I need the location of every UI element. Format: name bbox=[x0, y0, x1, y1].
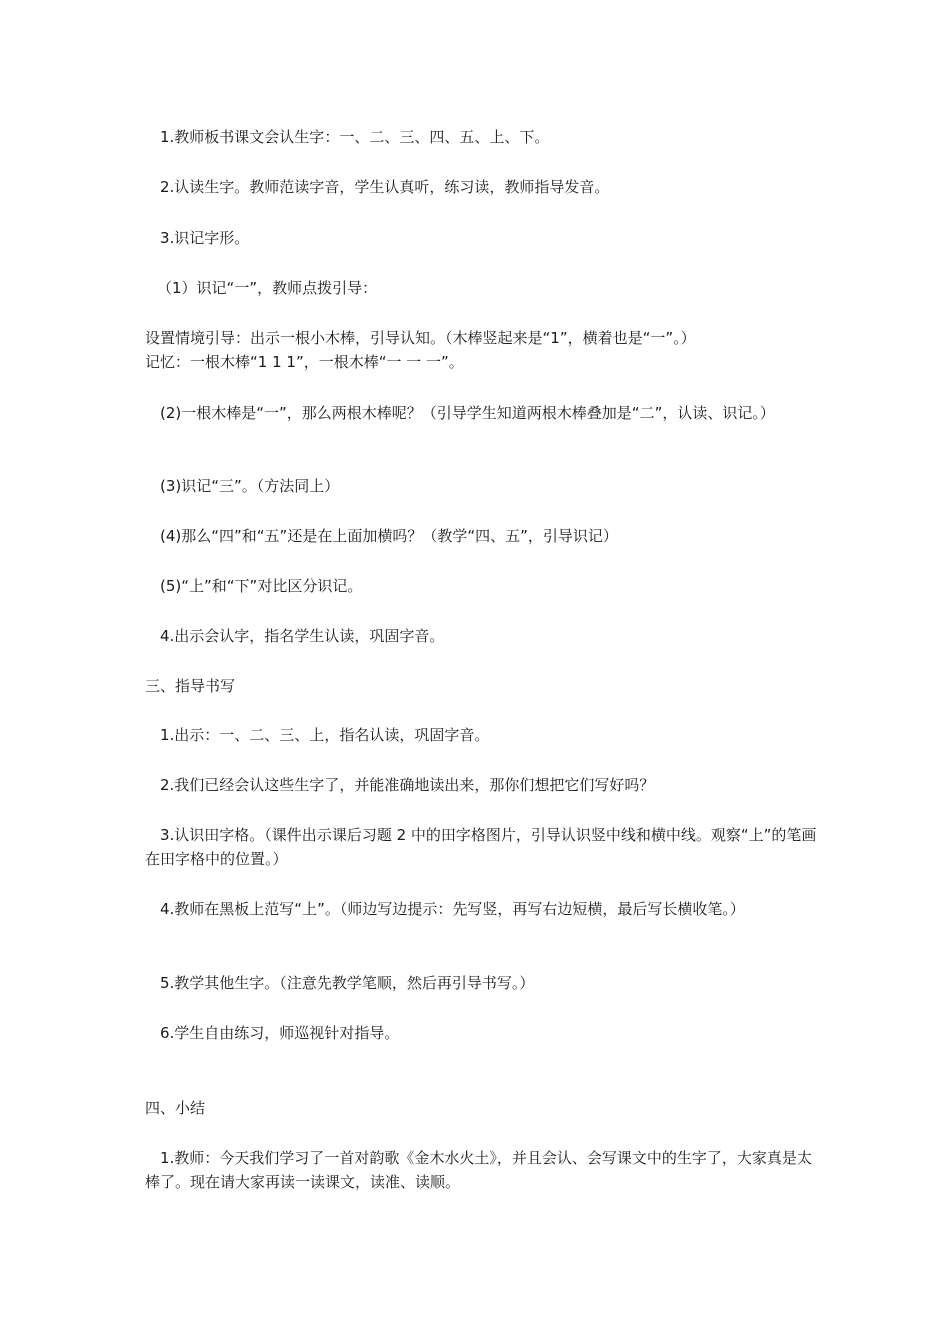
paragraph-11: 4.出示会认字，指名学生认读，巩固字音。 bbox=[160, 627, 445, 645]
section-heading-4: 四、小结 bbox=[145, 1099, 206, 1117]
paragraph-1: 1.教师板书课文会认生字：一、二、三、四、五、上、下。 bbox=[160, 128, 550, 146]
paragraph-2: 2.认读生字。教师范读字音，学生认真听，练习读，教师指导发音。 bbox=[160, 178, 610, 196]
paragraph-17: 6.学生自由练习，师巡视针对指导。 bbox=[160, 1024, 400, 1042]
section-heading-3: 三、指导书写 bbox=[145, 677, 236, 695]
paragraph-6: 记忆：一根木棒“1 1 1”，一根木棒“一 一 一”。 bbox=[145, 353, 464, 371]
paragraph-13: 2.我们已经会认这些生字了，并能准确地读出来，那你们想把它们写好吗？ bbox=[160, 776, 655, 794]
paragraph-18: 1.教师：今天我们学习了一首对韵歌《金木水火土》，并且会认、会写课文中的生字了，大家真是太棒了。现在请大家再读一读课文，读准、读顺。 bbox=[145, 1149, 812, 1191]
paragraph-7: (2)一根木棒是“一”，那么两根木棒呢？（引导学生知道两根木棒叠加是“二”，认读、识记。） bbox=[160, 404, 775, 422]
paragraph-8: (3)识记“三”。（方法同上） bbox=[160, 477, 340, 495]
paragraph-14: 3.认识田字格。（课件出示课后习题 2 中的田字格图片，引导认识竖中线和横中线。观察“上”的笔画在田字格中的位置。） bbox=[145, 826, 817, 868]
paragraph-4: （1）识记“一”，教师点拨引导： bbox=[157, 279, 378, 297]
paragraph-3: 3.识记字形。 bbox=[160, 229, 250, 247]
paragraph-15: 4.教师在黑板上范写“上”。（师边写边提示：先写竖，再写右边短横，最后写长横收笔。） bbox=[160, 900, 745, 918]
paragraph-5: 设置情境引导：出示一根小木棒，引导认知。（木棒竖起来是“1”，横着也是“一”。） bbox=[145, 329, 696, 347]
paragraph-9: (4)那么“四”和“五”还是在上面加横吗？（教学“四、五”，引导识记） bbox=[160, 527, 618, 545]
paragraph-10: (5)“上”和“下”对比区分识记。 bbox=[160, 577, 363, 595]
paragraph-12: 1.出示：一、二、三、上，指名认读，巩固字音。 bbox=[160, 726, 490, 744]
paragraph-16: 5.教学其他生字。（注意先教学笔顺，然后再引导书写。） bbox=[160, 974, 535, 992]
